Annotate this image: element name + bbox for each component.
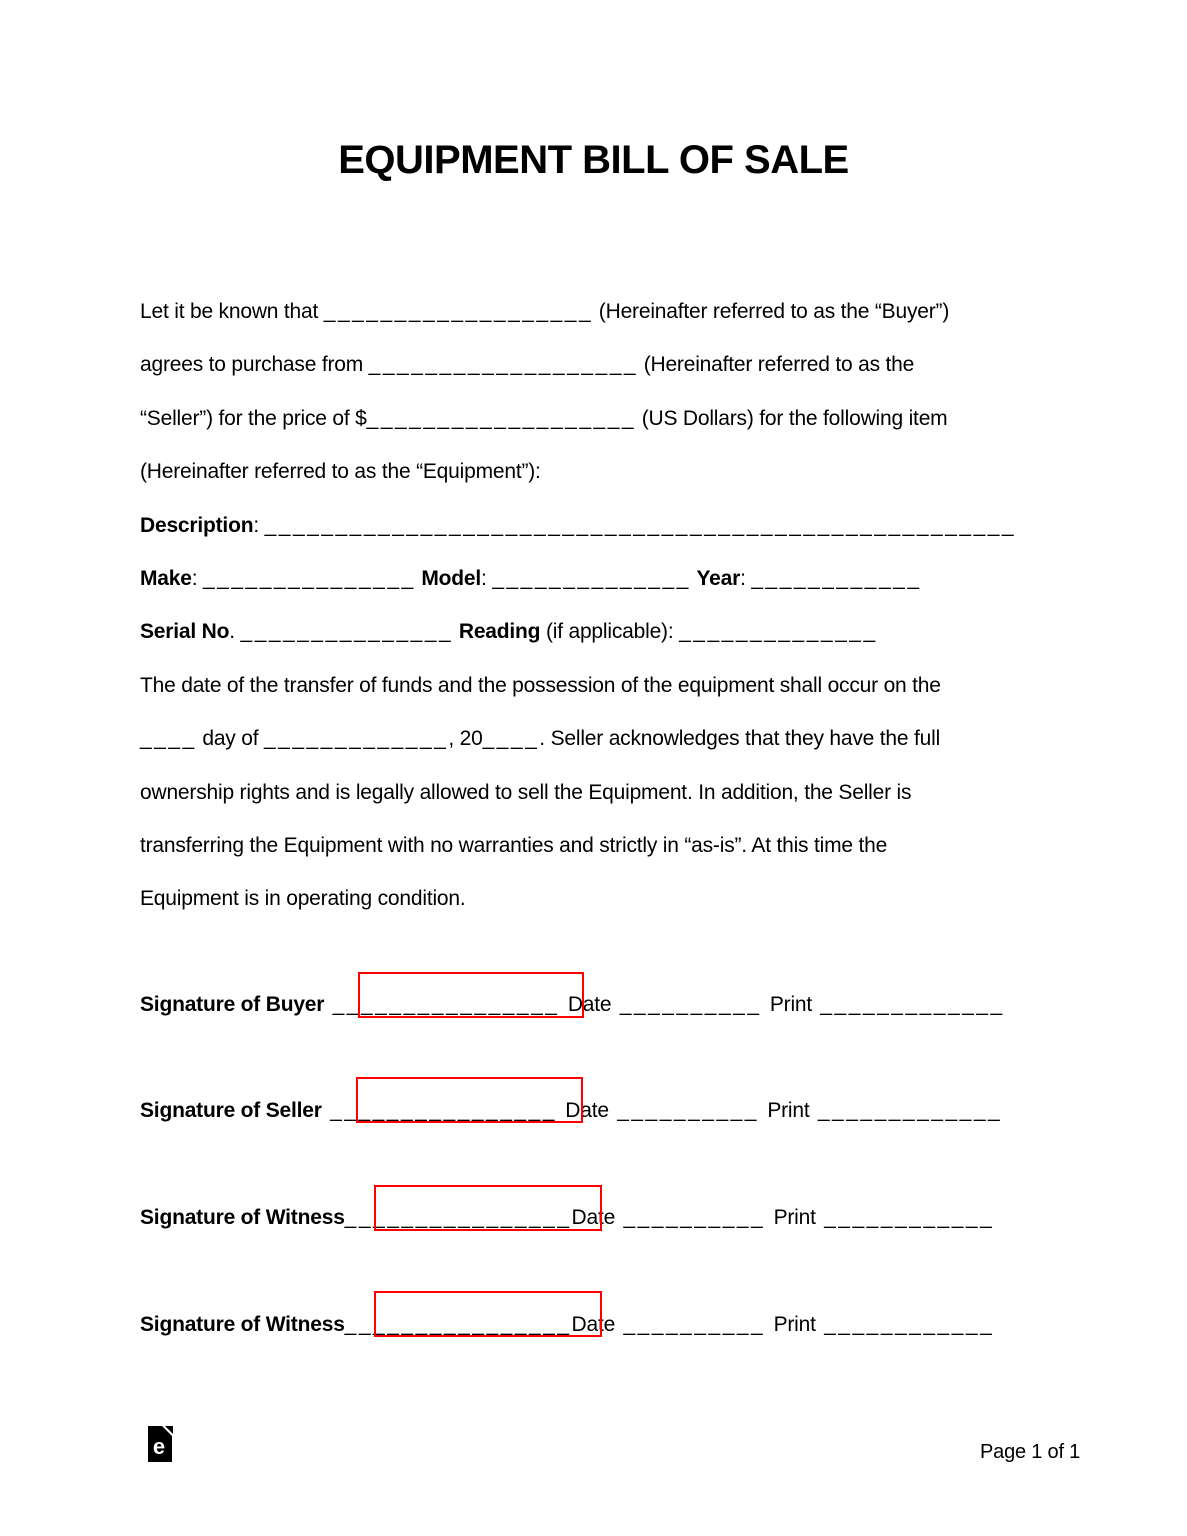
year-colon: : xyxy=(740,567,752,591)
buyer-date-blank: __________ xyxy=(611,993,770,1016)
intro-line-3 xyxy=(140,392,1052,445)
buyer-signature-blank: ________________ xyxy=(324,993,568,1016)
make-model-year-line xyxy=(140,552,1052,605)
date-label: Date xyxy=(571,1206,616,1229)
reading-label: Reading xyxy=(458,620,541,644)
document-title: EQUIPMENT BILL OF SALE xyxy=(338,138,849,182)
description-colon: : xyxy=(253,513,265,537)
witness2-date-blank: __________ xyxy=(615,1313,774,1336)
date-label: Date xyxy=(567,993,612,1016)
serial-period: . xyxy=(229,620,241,644)
terms-line-4 xyxy=(140,819,1052,872)
serial-label: Serial No xyxy=(140,620,230,644)
year-label: Year xyxy=(696,567,741,591)
make-blank: _______________ xyxy=(203,567,416,591)
print-label: Print xyxy=(767,1099,810,1122)
reading-blank: ______________ xyxy=(679,620,878,644)
witness-2-signature-field[interactable] xyxy=(374,1291,602,1337)
model-label: Model xyxy=(421,567,482,591)
year-suffix-blank: ____ xyxy=(482,727,540,751)
witness1-signature-blank: ________________ xyxy=(344,1206,572,1229)
document-body xyxy=(140,285,1052,926)
terms-line-1 xyxy=(140,659,1052,712)
price-blank: ___________________ xyxy=(366,406,637,430)
seller-signature-label: Signature of Seller xyxy=(140,1099,322,1122)
witness-1-signature-field[interactable] xyxy=(374,1185,602,1231)
intro-line-2-suffix: (Hereinafter referred to as the xyxy=(638,353,915,377)
witness2-signature-blank: ________________ xyxy=(344,1313,572,1336)
year-blank: ____________ xyxy=(751,567,922,591)
serial-blank: _______________ xyxy=(240,620,454,644)
buyer-print-blank: _____________ xyxy=(812,993,1005,1016)
day-blank: ____ xyxy=(140,727,197,751)
description-label: Description xyxy=(140,513,254,537)
witness2-print-blank: ____________ xyxy=(815,1313,995,1336)
print-label: Print xyxy=(773,1313,816,1336)
intro-line-2 xyxy=(140,338,1052,391)
description-blank: _____________________________________________________ xyxy=(264,513,1017,537)
terms-line-4-text: transferring the Equipment with no warranties and strictly in “as-is”. At this time the xyxy=(140,834,888,858)
witness2-signature-label: Signature of Witness xyxy=(140,1313,345,1336)
date-label: Date xyxy=(571,1313,616,1336)
serial-reading-line xyxy=(140,605,1052,658)
date-label: Date xyxy=(565,1099,609,1122)
terms-line-2 xyxy=(140,712,1052,765)
print-label: Print xyxy=(769,993,813,1016)
eforms-logo-icon xyxy=(148,1426,173,1462)
terms-line-2-suffix: . Seller acknowledges that they have the full xyxy=(539,727,941,751)
description-line xyxy=(140,499,1052,552)
intro-line-4 xyxy=(140,445,1052,498)
intro-line-1-suffix: (Hereinafter referred to as the “Buyer”) xyxy=(593,300,950,323)
make-label: Make xyxy=(140,567,192,591)
make-colon: : xyxy=(191,567,204,591)
print-label: Print xyxy=(773,1206,816,1229)
intro-line-4-text: (Hereinafter referred to as the “Equipment”): xyxy=(140,460,541,484)
witness1-signature-label: Signature of Witness xyxy=(140,1206,345,1229)
seller-date-blank: __________ xyxy=(608,1099,768,1122)
terms-line-5 xyxy=(140,872,1052,925)
terms-line-5-text: Equipment is in operating condition. xyxy=(140,887,466,911)
terms-line-3 xyxy=(140,766,1052,819)
logo-letter: e xyxy=(152,1434,166,1459)
terms-day-of: day of xyxy=(196,727,264,751)
intro-line-1 xyxy=(140,285,1052,338)
terms-year-prefix: , 20 xyxy=(448,727,483,751)
buyer-name-blank: ___________________ xyxy=(323,300,594,323)
buyer-signature-label: Signature of Buyer xyxy=(140,993,325,1016)
intro-line-3-text: “Seller”) for the price of $ xyxy=(140,406,367,430)
seller-signature-blank: ________________ xyxy=(321,1099,566,1122)
buyer-signature-field[interactable] xyxy=(358,972,584,1018)
intro-line-1-text: Let it be known that xyxy=(140,300,324,323)
witness1-date-blank: __________ xyxy=(615,1206,774,1229)
reading-suffix: (if applicable): xyxy=(540,620,680,644)
intro-line-3-suffix: (US Dollars) for the following item xyxy=(636,406,948,430)
model-blank: ______________ xyxy=(492,567,691,591)
witness1-print-blank: ____________ xyxy=(815,1206,995,1229)
page-indicator: Page 1 of 1 xyxy=(980,1441,1081,1463)
seller-name-blank: ___________________ xyxy=(368,353,639,377)
month-blank: _____________ xyxy=(264,727,449,751)
seller-print-blank: _____________ xyxy=(809,1099,1003,1122)
seller-signature-field[interactable] xyxy=(356,1077,583,1123)
intro-line-2-text: agrees to purchase from xyxy=(140,353,369,377)
model-colon: : xyxy=(481,567,493,591)
terms-line-1-text: The date of the transfer of funds and the possession of the equipment shall occur on the xyxy=(140,673,941,697)
terms-line-3-text: ownership rights and is legally allowed to sell the Equipment. In addition, the Seller is xyxy=(140,780,912,804)
